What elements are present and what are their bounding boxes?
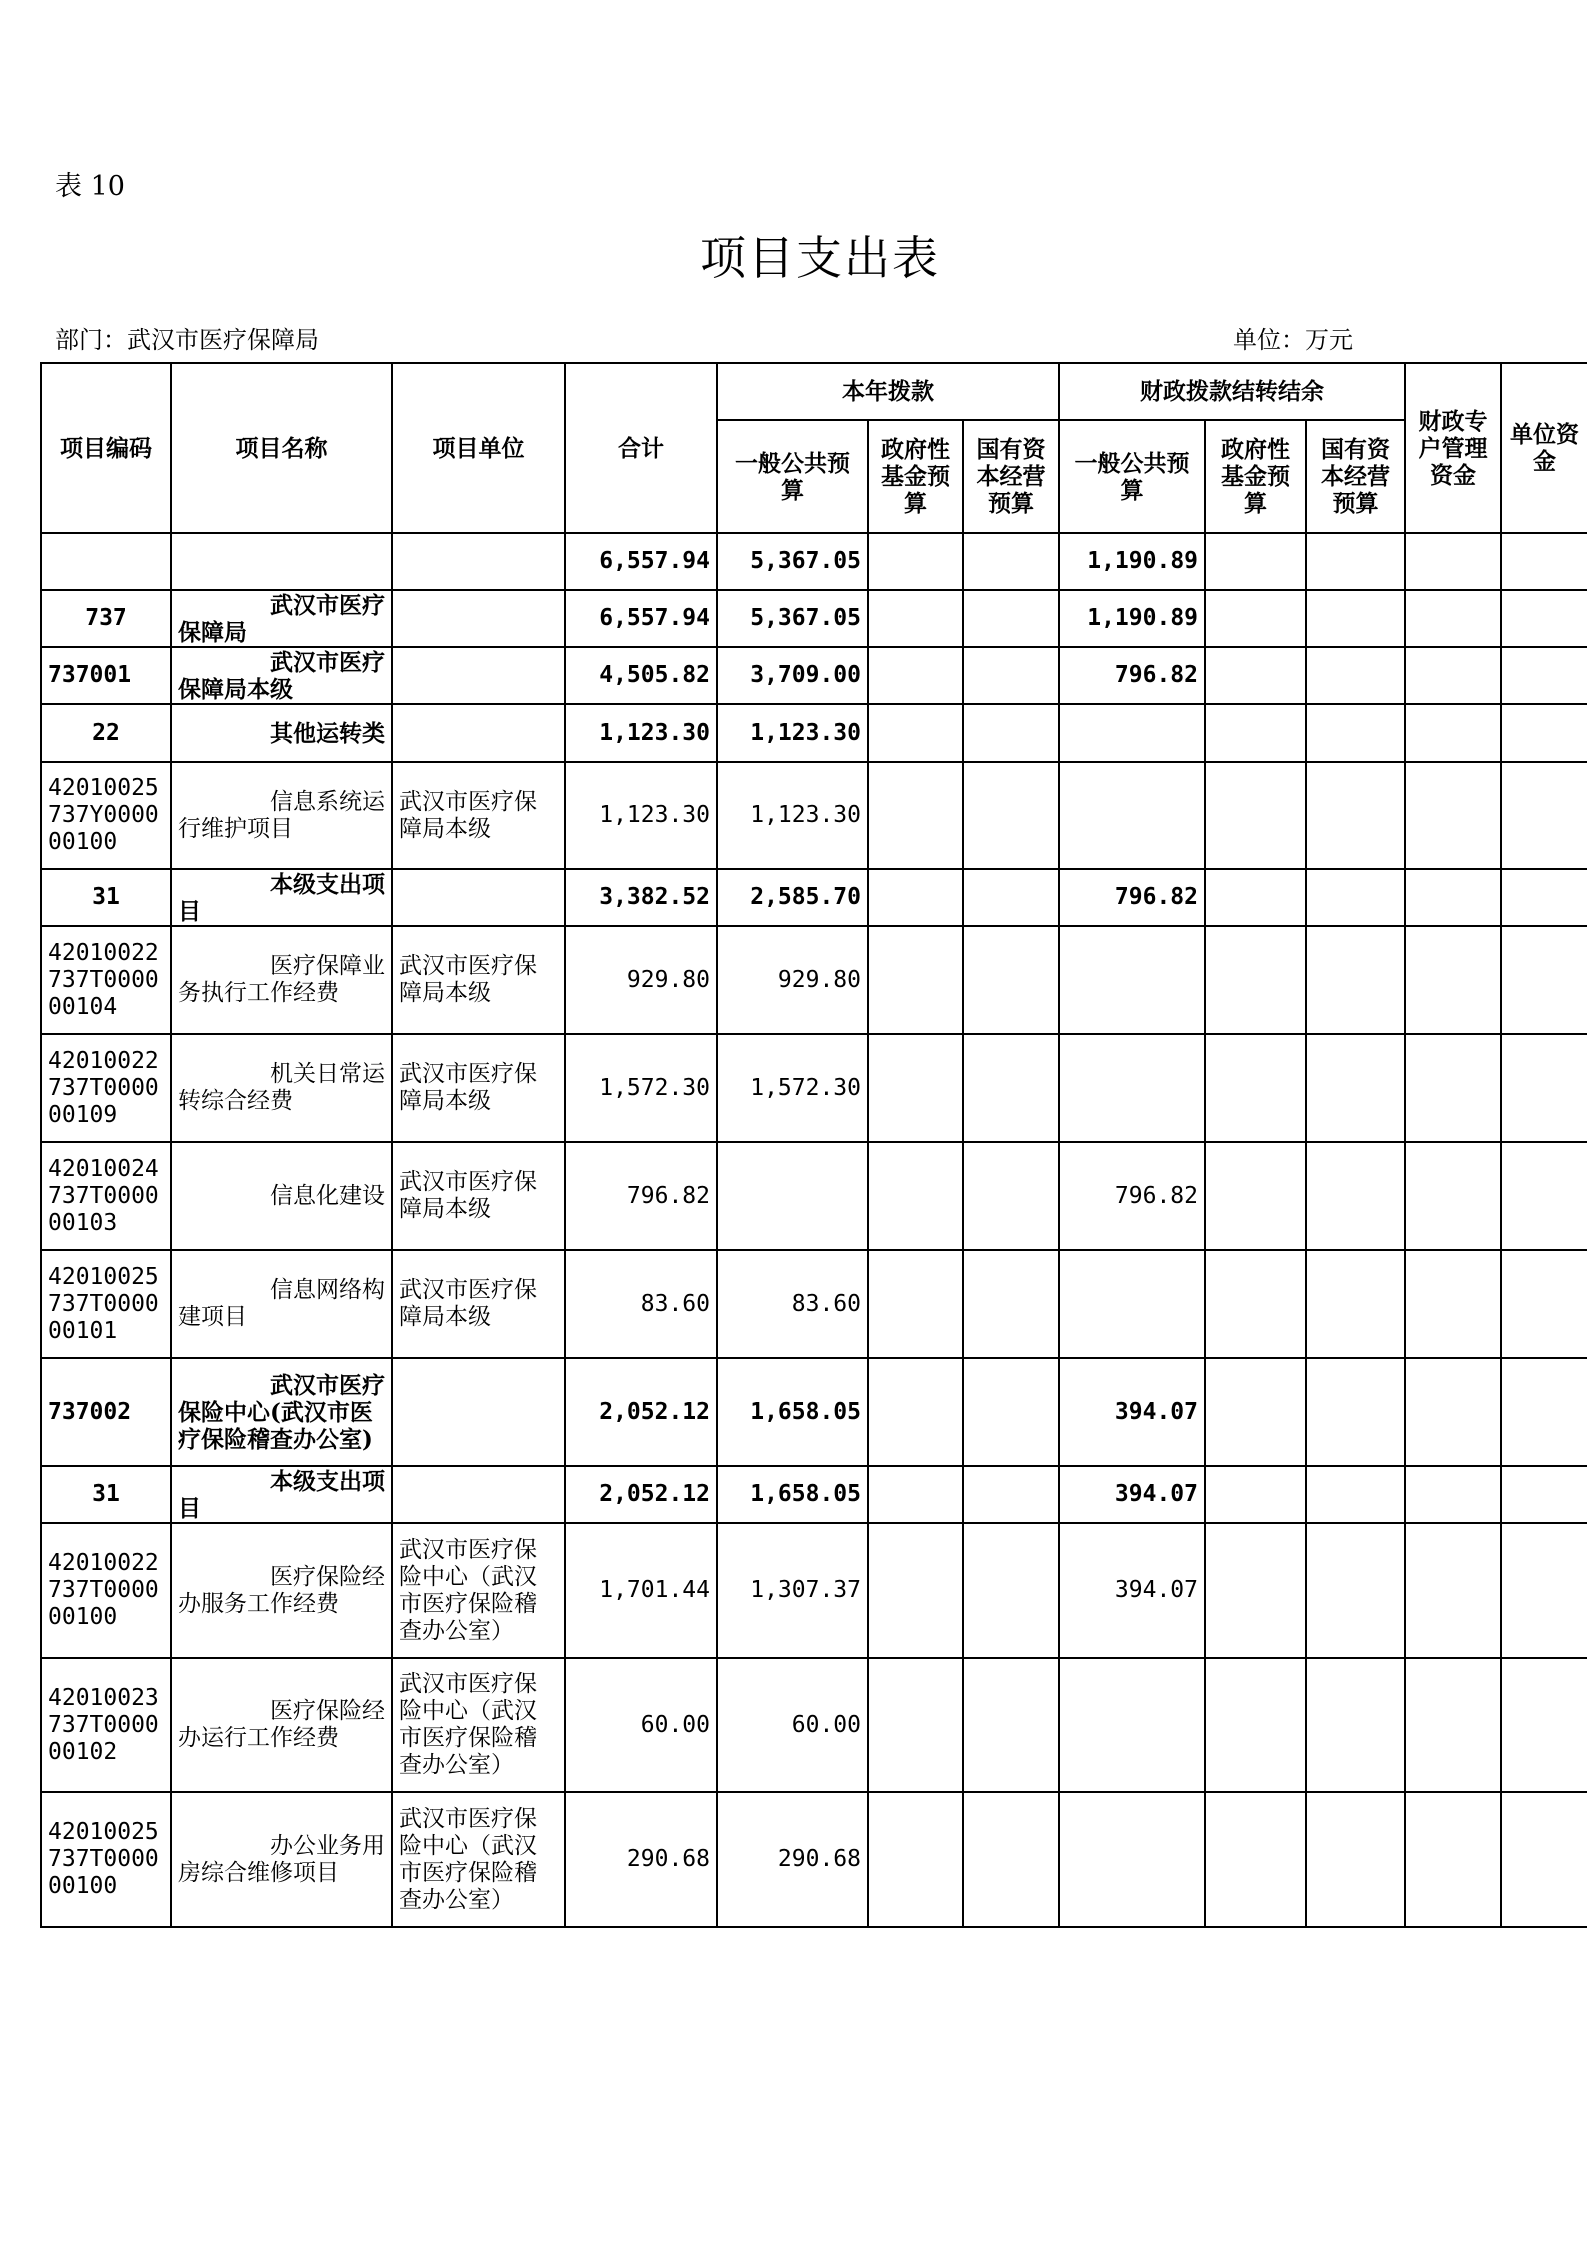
header-code: 项目编码 [41, 363, 171, 533]
general-budget-cell: 3,709.00 [717, 647, 868, 704]
project-code-cell: 22 [41, 704, 171, 762]
carry-state-capital-cell [1306, 926, 1405, 1034]
carry-state-capital-cell [1306, 704, 1405, 762]
gov-fund-cell [868, 1250, 963, 1358]
special-account-cell [1405, 926, 1501, 1034]
project-name-text: 武汉市医疗保障局本级 [178, 648, 385, 703]
general-budget-cell: 1,572.30 [717, 1034, 868, 1142]
special-account-cell [1405, 1358, 1501, 1466]
unit-funds-cell [1501, 762, 1587, 869]
project-unit-cell: 武汉市医疗保障局本级 [392, 926, 565, 1034]
project-name-cell [171, 1034, 392, 1142]
project-name-text: 本级支出项目 [178, 1467, 385, 1522]
carry-general-cell: 1,190.89 [1059, 590, 1205, 647]
project-code-cell: 42010024737T000000103 [41, 1142, 171, 1250]
project-code-cell: 42010023737T000000102 [41, 1658, 171, 1792]
project-unit-cell [392, 590, 565, 647]
gov-fund-cell [868, 1658, 963, 1792]
header-total: 合计 [565, 363, 717, 533]
gov-fund-cell [868, 704, 963, 762]
carry-state-capital-cell [1306, 1250, 1405, 1358]
carry-general-cell: 394.07 [1059, 1523, 1205, 1658]
project-name-cell [171, 1792, 392, 1927]
state-capital-cell [963, 762, 1059, 869]
project-name-cell [171, 1523, 392, 1658]
project-unit-cell [392, 647, 565, 704]
special-account-cell [1405, 704, 1501, 762]
project-unit-cell: 武汉市医疗保障局本级 [392, 1250, 565, 1358]
project-unit-cell [392, 1358, 565, 1466]
state-capital-cell [963, 533, 1059, 590]
project-code-cell: 737002 [41, 1358, 171, 1466]
table-row [41, 590, 1587, 647]
project-name-text: 信息网络构建项目 [178, 1277, 385, 1330]
carry-state-capital-cell [1306, 1658, 1405, 1792]
gov-fund-cell [868, 1358, 963, 1466]
gov-fund-cell [868, 1792, 963, 1927]
gov-fund-cell [868, 762, 963, 869]
carry-gov-fund-cell [1205, 590, 1306, 647]
carry-state-capital-cell [1306, 1792, 1405, 1927]
table-row [41, 1358, 1587, 1466]
table-row [41, 1250, 1587, 1358]
total-cell: 4,505.82 [565, 647, 717, 704]
unit-funds-cell [1501, 869, 1587, 926]
total-cell: 1,123.30 [565, 762, 717, 869]
general-budget-cell: 1,658.05 [717, 1466, 868, 1523]
header-gov-fund: 政府性基金预算 [868, 420, 963, 533]
unit-funds-cell [1501, 533, 1587, 590]
carry-gov-fund-cell [1205, 1523, 1306, 1658]
state-capital-cell [963, 1792, 1059, 1927]
unit-funds-cell [1501, 1358, 1587, 1466]
table-row [41, 533, 1587, 590]
carry-gov-fund-cell [1205, 1142, 1306, 1250]
project-name-text: 信息化建设 [270, 1182, 385, 1209]
state-capital-cell [963, 704, 1059, 762]
gov-fund-cell [868, 1142, 963, 1250]
carry-general-cell [1059, 926, 1205, 1034]
project-name-text: 其他运转类 [270, 719, 385, 747]
gov-fund-cell [868, 1523, 963, 1658]
project-name-cell [171, 1250, 392, 1358]
carry-gov-fund-cell [1205, 1250, 1306, 1358]
header-unit-funds: 单位资金 [1501, 363, 1587, 533]
project-code-cell [41, 533, 171, 590]
project-unit-cell [392, 869, 565, 926]
project-code-cell: 31 [41, 869, 171, 926]
header-state-capital-carry: 国有资本经营预算 [1306, 420, 1405, 533]
carry-gov-fund-cell [1205, 704, 1306, 762]
general-budget-cell: 1,123.30 [717, 704, 868, 762]
special-account-cell [1405, 762, 1501, 869]
special-account-cell [1405, 1250, 1501, 1358]
general-budget-cell: 5,367.05 [717, 533, 868, 590]
general-budget-cell: 60.00 [717, 1658, 868, 1792]
carry-general-cell [1059, 1792, 1205, 1927]
total-cell: 60.00 [565, 1658, 717, 1792]
project-name-text: 医疗保险经办服务工作经费 [178, 1563, 385, 1617]
project-name-cell [171, 1358, 392, 1466]
special-account-cell [1405, 1142, 1501, 1250]
project-code-cell: 31 [41, 1466, 171, 1523]
gov-fund-cell [868, 533, 963, 590]
header-general-public-carry: 一般公共预算 [1059, 420, 1205, 533]
project-code-cell: 42010025737Y000000100 [41, 762, 171, 869]
total-cell: 6,557.94 [565, 533, 717, 590]
general-budget-cell: 83.60 [717, 1250, 868, 1358]
project-unit-cell [392, 1466, 565, 1523]
total-cell: 929.80 [565, 926, 717, 1034]
carry-general-cell: 394.07 [1059, 1466, 1205, 1523]
state-capital-cell [963, 590, 1059, 647]
carry-gov-fund-cell [1205, 647, 1306, 704]
carry-general-cell: 796.82 [1059, 1142, 1205, 1250]
general-budget-cell: 1,123.30 [717, 762, 868, 869]
special-account-cell [1405, 590, 1501, 647]
carry-state-capital-cell [1306, 647, 1405, 704]
carry-gov-fund-cell [1205, 1792, 1306, 1927]
project-code-cell: 42010025737T000000101 [41, 1250, 171, 1358]
carry-state-capital-cell [1306, 533, 1405, 590]
special-account-cell [1405, 647, 1501, 704]
department-label: 部门：武汉市医疗保障局 [55, 326, 319, 354]
carry-state-capital-cell [1306, 1466, 1405, 1523]
total-cell: 3,382.52 [565, 869, 717, 926]
unit-funds-cell [1501, 1523, 1587, 1658]
table-body [41, 533, 1587, 1927]
general-budget-cell: 2,585.70 [717, 869, 868, 926]
project-unit-cell: 武汉市医疗保障局本级 [392, 1034, 565, 1142]
general-budget-cell: 1,307.37 [717, 1523, 868, 1658]
carry-general-cell [1059, 1658, 1205, 1792]
gov-fund-cell [868, 926, 963, 1034]
table-row [41, 647, 1587, 704]
special-account-cell [1405, 1792, 1501, 1927]
total-cell: 1,572.30 [565, 1034, 717, 1142]
project-name-text: 武汉市医疗保险中心(武汉市医疗保险稽查办公室) [178, 1371, 385, 1453]
general-budget-cell: 290.68 [717, 1792, 868, 1927]
carry-gov-fund-cell [1205, 926, 1306, 1034]
gov-fund-cell [868, 647, 963, 704]
carry-state-capital-cell [1306, 1358, 1405, 1466]
general-budget-cell: 929.80 [717, 926, 868, 1034]
total-cell: 2,052.12 [565, 1466, 717, 1523]
unit-funds-cell [1501, 1658, 1587, 1792]
project-name-text: 本级支出项目 [178, 870, 385, 925]
carry-gov-fund-cell [1205, 762, 1306, 869]
project-name-cell [171, 1466, 392, 1523]
project-name-cell [171, 926, 392, 1034]
carry-gov-fund-cell [1205, 533, 1306, 590]
project-name-cell [171, 647, 392, 704]
unit-funds-cell [1501, 1034, 1587, 1142]
project-unit-cell: 武汉市医疗保障局本级 [392, 762, 565, 869]
project-name-text: 办公业务用房综合维修项目 [178, 1832, 385, 1886]
general-budget-cell: 1,658.05 [717, 1358, 868, 1466]
project-code-cell: 42010022737T000000109 [41, 1034, 171, 1142]
project-code-cell: 42010025737T000000100 [41, 1792, 171, 1927]
carry-gov-fund-cell [1205, 1358, 1306, 1466]
state-capital-cell [963, 1523, 1059, 1658]
state-capital-cell [963, 1142, 1059, 1250]
carry-state-capital-cell [1306, 869, 1405, 926]
header-special-account: 财政专户管理资金 [1405, 363, 1501, 533]
project-name-cell [171, 1142, 392, 1250]
special-account-cell [1405, 533, 1501, 590]
carry-state-capital-cell [1306, 590, 1405, 647]
total-cell: 2,052.12 [565, 1358, 717, 1466]
project-code-cell: 737 [41, 590, 171, 647]
state-capital-cell [963, 869, 1059, 926]
state-capital-cell [963, 1250, 1059, 1358]
table-row [41, 1034, 1587, 1142]
project-code-cell: 42010022737T000000100 [41, 1523, 171, 1658]
table-row [41, 1658, 1587, 1792]
carry-state-capital-cell [1306, 762, 1405, 869]
unit-funds-cell [1501, 647, 1587, 704]
project-name-cell [171, 1658, 392, 1792]
project-name-cell [171, 762, 392, 869]
header-general-public: 一般公共预算 [717, 420, 868, 533]
general-budget-cell: 5,367.05 [717, 590, 868, 647]
table-number: 表 10 [55, 171, 125, 202]
gov-fund-cell [868, 1466, 963, 1523]
header-gov-fund-carry: 政府性基金预算 [1205, 420, 1306, 533]
state-capital-cell [963, 1466, 1059, 1523]
state-capital-cell [963, 647, 1059, 704]
unit-funds-cell [1501, 1466, 1587, 1523]
special-account-cell [1405, 869, 1501, 926]
project-unit-cell: 武汉市医疗保险中心（武汉市医疗保险稽查办公室） [392, 1792, 565, 1927]
gov-fund-cell [868, 1034, 963, 1142]
carry-general-cell [1059, 704, 1205, 762]
carry-state-capital-cell [1306, 1523, 1405, 1658]
state-capital-cell [963, 1358, 1059, 1466]
carry-gov-fund-cell [1205, 869, 1306, 926]
unit-funds-cell [1501, 926, 1587, 1034]
project-name-text: 医疗保障业务执行工作经费 [178, 953, 385, 1006]
project-name-text: 武汉市医疗保障局 [178, 591, 385, 646]
table-row [41, 869, 1587, 926]
unit-funds-cell [1501, 1250, 1587, 1358]
special-account-cell [1405, 1034, 1501, 1142]
state-capital-cell [963, 1034, 1059, 1142]
table-row [41, 926, 1587, 1034]
project-name-cell [171, 704, 392, 762]
carry-state-capital-cell [1306, 1034, 1405, 1142]
special-account-cell [1405, 1466, 1501, 1523]
unit-funds-cell [1501, 590, 1587, 647]
page-title: 项目支出表 [700, 231, 940, 285]
carry-gov-fund-cell [1205, 1034, 1306, 1142]
special-account-cell [1405, 1658, 1501, 1792]
project-unit-cell: 武汉市医疗保障局本级 [392, 1142, 565, 1250]
carry-general-cell: 394.07 [1059, 1358, 1205, 1466]
header-current-year: 本年拨款 [717, 363, 1059, 420]
carry-general-cell: 1,190.89 [1059, 533, 1205, 590]
project-name-text: 机关日常运转综合经费 [178, 1061, 385, 1114]
table-row [41, 1142, 1587, 1250]
project-code-cell: 42010022737T000000104 [41, 926, 171, 1034]
project-name-cell [171, 533, 392, 590]
gov-fund-cell [868, 590, 963, 647]
project-code-cell: 737001 [41, 647, 171, 704]
project-unit-cell: 武汉市医疗保险中心（武汉市医疗保险稽查办公室） [392, 1658, 565, 1792]
total-cell: 796.82 [565, 1142, 717, 1250]
project-name-cell [171, 869, 392, 926]
special-account-cell [1405, 1523, 1501, 1658]
carry-general-cell: 796.82 [1059, 869, 1205, 926]
table-row [41, 704, 1587, 762]
carry-general-cell [1059, 1250, 1205, 1358]
carry-general-cell [1059, 762, 1205, 869]
total-cell: 83.60 [565, 1250, 717, 1358]
table-row [41, 1523, 1587, 1658]
total-cell: 1,123.30 [565, 704, 717, 762]
general-budget-cell [717, 1142, 868, 1250]
header-state-capital: 国有资本经营预算 [963, 420, 1059, 533]
unit-funds-cell [1501, 1792, 1587, 1927]
header-name: 项目名称 [171, 363, 392, 533]
project-name-cell [171, 590, 392, 647]
project-expenditure-table [40, 362, 1587, 1928]
state-capital-cell [963, 926, 1059, 1034]
gov-fund-cell [868, 869, 963, 926]
carry-gov-fund-cell [1205, 1658, 1306, 1792]
carry-gov-fund-cell [1205, 1466, 1306, 1523]
project-name-text: 信息系统运行维护项目 [178, 788, 385, 842]
project-name-text: 医疗保险经办运行工作经费 [178, 1698, 385, 1751]
project-unit-cell [392, 533, 565, 590]
state-capital-cell [963, 1658, 1059, 1792]
unit-funds-cell [1501, 1142, 1587, 1250]
total-cell: 1,701.44 [565, 1523, 717, 1658]
total-cell: 290.68 [565, 1792, 717, 1927]
table-row [41, 1792, 1587, 1927]
table-row [41, 762, 1587, 869]
carry-general-cell: 796.82 [1059, 647, 1205, 704]
table-row [41, 1466, 1587, 1523]
carry-state-capital-cell [1306, 1142, 1405, 1250]
project-unit-cell [392, 704, 565, 762]
carry-general-cell [1059, 1034, 1205, 1142]
unit-label: 单位：万元 [1233, 326, 1353, 354]
header-carryover: 财政拨款结转结余 [1059, 363, 1405, 420]
header-unit: 项目单位 [392, 363, 565, 533]
total-cell: 6,557.94 [565, 590, 717, 647]
unit-funds-cell [1501, 704, 1587, 762]
project-unit-cell: 武汉市医疗保险中心（武汉市医疗保险稽查办公室） [392, 1523, 565, 1658]
